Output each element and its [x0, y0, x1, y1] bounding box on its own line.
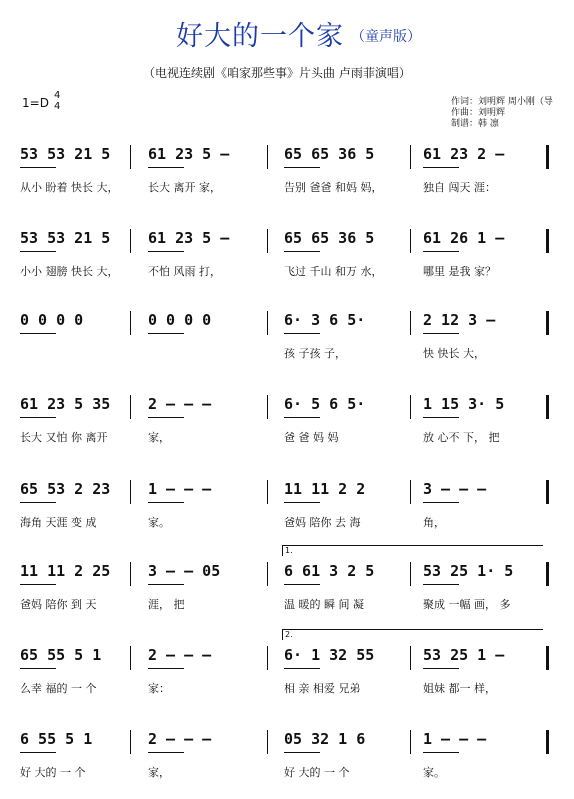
bar-line [267, 646, 268, 670]
measure-notes: 11 11 2 2 [284, 480, 366, 498]
measure-notes: 6· 5 6 5· [284, 395, 366, 413]
measure-notes: 6 55 5 1 [20, 730, 93, 748]
bar-line [267, 395, 268, 419]
beam-underline [20, 251, 56, 252]
bar-line [546, 311, 549, 335]
beam-underline [284, 502, 320, 503]
measure-notes: 61 23 2 — [423, 145, 505, 163]
bar-line [410, 480, 411, 504]
key-signature [22, 90, 61, 112]
time-top: 4 [54, 90, 61, 101]
notes-line [0, 480, 574, 502]
measure-lyrics: 哪里 是我 家？ [423, 265, 496, 278]
measure-lyrics: 告别 爸爸 和妈 妈， [284, 181, 383, 194]
bar-line [267, 562, 268, 586]
beam-underline [148, 584, 184, 585]
measure-lyrics: 温 暖的 瞬 间 凝 [284, 598, 364, 611]
measure-lyrics: 相 亲 相爱 兄弟 [284, 682, 361, 695]
bar-line [130, 480, 131, 504]
lyricist-credit: 作词：刘明辉 周小刚（导 [451, 97, 553, 107]
beam-underline [423, 584, 459, 585]
measure-lyrics: 小小 翅膀 快长 大， [20, 265, 119, 278]
bar-line [546, 145, 549, 169]
bar-line [546, 480, 549, 504]
lyrics-line [0, 764, 574, 780]
measure-notes: 53 53 21 5 [20, 229, 111, 247]
measure-notes: 2 12 3 — [423, 311, 496, 329]
beam-underline [284, 251, 320, 252]
score-row [0, 229, 574, 299]
bar-line [546, 229, 549, 253]
beam-underline [284, 668, 320, 669]
measure-notes: 6· 3 6 5· [284, 311, 366, 329]
measure-lyrics: 家， [148, 431, 170, 444]
beam-underline [284, 167, 320, 168]
bar-line [267, 311, 268, 335]
lyrics-line [0, 680, 574, 696]
measure-notes: 05 32 1 6 [284, 730, 366, 748]
bar-line [410, 730, 411, 754]
beam-underline [20, 584, 56, 585]
measure-lyrics: 孩 子孩 子， [284, 347, 346, 360]
beam-underline [148, 668, 184, 669]
measure-lyrics: 长大 又怕 你 离开 [20, 431, 108, 444]
measure-lyrics: 角， [423, 516, 445, 529]
score-row [0, 730, 574, 799]
bar-line [130, 730, 131, 754]
lyrics-line [0, 263, 574, 279]
beam-underline [423, 417, 459, 418]
score-row [0, 646, 574, 716]
measure-lyrics: 独自 闯天 涯： [423, 181, 496, 194]
measure-notes: 6· 1 32 55 [284, 646, 375, 664]
measure-notes: 1 — — — [148, 480, 212, 498]
measure-notes: 65 65 36 5 [284, 145, 375, 163]
beam-underline [423, 333, 459, 334]
bar-line [130, 395, 131, 419]
bar-line [546, 562, 549, 586]
measure-lyrics: 家。 [148, 516, 170, 529]
measure-lyrics: 从小 盼着 快长 大， [20, 181, 119, 194]
measure-lyrics: 家： [148, 682, 170, 695]
measure-lyrics: 聚成 一幅 画， 多 [423, 598, 511, 611]
measure-notes: 53 53 21 5 [20, 145, 111, 163]
bar-line [267, 480, 268, 504]
bar-line [267, 229, 268, 253]
bar-line [410, 145, 411, 169]
measure-lyrics: 爸 爸 妈 妈 [284, 431, 339, 444]
beam-underline [423, 752, 459, 753]
bar-line [130, 311, 131, 335]
beam-underline [148, 417, 184, 418]
bar-line [130, 145, 131, 169]
beam-underline [423, 167, 459, 168]
measure-notes: 61 23 5 — [148, 229, 230, 247]
measure-lyrics: 长大 离开 家， [148, 181, 221, 194]
beam-underline [423, 668, 459, 669]
measure-notes: 0 0 0 0 [20, 311, 84, 329]
beam-underline [284, 417, 320, 418]
measure-notes: 61 23 5 35 [20, 395, 111, 413]
measure-notes: 1 — — — [423, 730, 487, 748]
beam-underline [148, 333, 184, 334]
measure-lyrics: 不怕 风雨 打， [148, 265, 221, 278]
bar-line [267, 145, 268, 169]
time-bottom: 4 [54, 101, 61, 112]
beam-underline [20, 167, 56, 168]
beam-underline [148, 752, 184, 753]
measure-lyrics: 家。 [423, 766, 445, 779]
notes-line [0, 145, 574, 167]
measure-notes: 2 — — — [148, 395, 212, 413]
beam-underline [20, 752, 56, 753]
bar-line [267, 730, 268, 754]
measure-lyrics: 好 大的 一 个 [20, 766, 86, 779]
bar-line [546, 730, 549, 754]
bar-line [410, 395, 411, 419]
volta-bracket [282, 545, 543, 556]
lyrics-line [0, 514, 574, 530]
composer-credit: 作曲：刘明辉 [451, 108, 506, 118]
notes-line [0, 646, 574, 668]
score-row [0, 395, 574, 465]
time-signature [54, 90, 60, 112]
bar-line [130, 646, 131, 670]
score-row [0, 145, 574, 215]
credits [451, 97, 553, 130]
measure-notes: 65 53 2 23 [20, 480, 111, 498]
notes-line [0, 229, 574, 251]
measure-lyrics: 放 心不 下， 把 [423, 431, 500, 444]
measure-lyrics: 姐妹 都一 样， [423, 682, 496, 695]
beam-underline [20, 502, 56, 503]
lyrics-line [0, 179, 574, 195]
song-version: （童声版） [351, 29, 421, 45]
measure-notes: 3 — — — [423, 480, 487, 498]
measure-notes: 0 0 0 0 [148, 311, 212, 329]
bar-line [410, 562, 411, 586]
measure-lyrics: 好 大的 一 个 [284, 766, 350, 779]
lyrics-line [0, 345, 574, 361]
volta-bracket [282, 629, 543, 640]
beam-underline [148, 251, 184, 252]
score-row [0, 311, 574, 381]
bar-line [410, 229, 411, 253]
lyrics-line [0, 429, 574, 445]
measure-notes: 53 25 1· 5 [423, 562, 514, 580]
beam-underline [284, 333, 320, 334]
volta-number: 2. [285, 630, 293, 639]
measure-lyrics: 爸妈 陪你 去 海 [284, 516, 361, 529]
bar-line [546, 395, 549, 419]
beam-underline [284, 752, 320, 753]
measure-notes: 1 15 3· 5 [423, 395, 505, 413]
measure-notes: 3 — — 05 [148, 562, 221, 580]
beam-underline [423, 502, 459, 503]
measure-notes: 65 55 5 1 [20, 646, 102, 664]
measure-lyrics: 飞过 千山 和万 水， [284, 265, 383, 278]
measure-lyrics: 家， [148, 766, 170, 779]
score-row [0, 480, 574, 550]
song-title: 好大的一个家 [176, 21, 344, 52]
beam-underline [20, 668, 56, 669]
measure-notes: 11 11 2 25 [20, 562, 111, 580]
measure-notes: 61 23 5 — [148, 145, 230, 163]
measure-lyrics: 海角 天涯 变 成 [20, 516, 97, 529]
volta-number: 1. [285, 546, 293, 555]
notes-line [0, 730, 574, 752]
key-text: 1=D [22, 96, 49, 110]
notes-line [0, 562, 574, 584]
measure-notes: 6 61 3 2 5 [284, 562, 375, 580]
beam-underline [20, 417, 56, 418]
measure-notes: 65 65 36 5 [284, 229, 375, 247]
song-subtitle: （电视连续剧《咱家那些事》片头曲 卢雨菲演唱） [143, 66, 411, 80]
measure-lyrics: 涯， 把 [148, 598, 185, 611]
measure-notes: 2 — — — [148, 646, 212, 664]
beam-underline [20, 333, 56, 334]
beam-underline [148, 167, 184, 168]
measure-lyrics: 爸妈 陪你 到 天 [20, 598, 97, 611]
beam-underline [148, 502, 184, 503]
measure-lyrics: 么幸 福的 一 个 [20, 682, 97, 695]
bar-line [130, 229, 131, 253]
measure-notes: 2 — — — [148, 730, 212, 748]
measure-notes: 53 25 1 — [423, 646, 505, 664]
beam-underline [423, 251, 459, 252]
beam-underline [284, 584, 320, 585]
lyrics-line [0, 596, 574, 612]
bar-line [410, 311, 411, 335]
measure-notes: 61 26 1 — [423, 229, 505, 247]
bar-line [546, 646, 549, 670]
arranger-credit: 制谱：韩 凛 [451, 119, 499, 129]
measure-lyrics: 快 快长 大， [423, 347, 485, 360]
notes-line [0, 311, 574, 333]
bar-line [410, 646, 411, 670]
notes-line [0, 395, 574, 417]
score-row [0, 562, 574, 632]
bar-line [130, 562, 131, 586]
